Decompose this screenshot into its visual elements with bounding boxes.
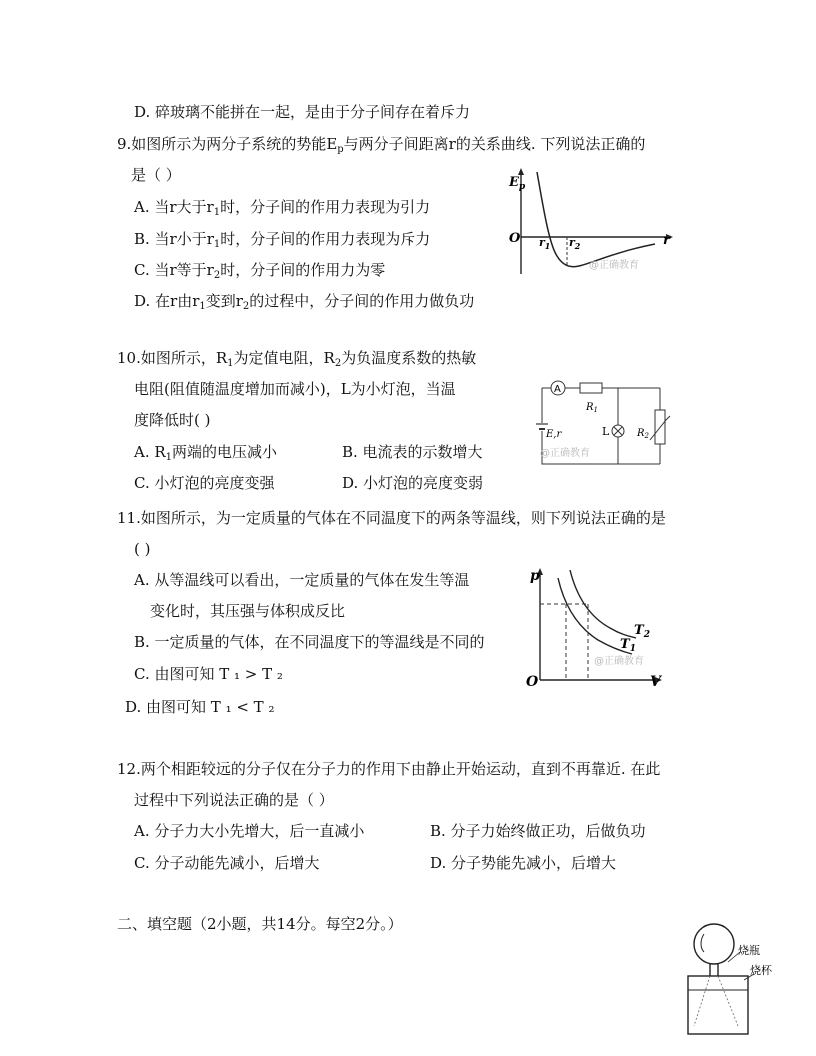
- r1-resistor: [580, 383, 602, 393]
- isotherm-t2: [570, 570, 636, 638]
- q12-option-b: B. 分子力始终做正功，后做负功: [430, 822, 646, 840]
- q11-option-b: B. 一定质量的气体，在不同温度下的等温线是不同的: [134, 633, 485, 651]
- flask-label: 烧瓶: [738, 944, 760, 957]
- q12-stem-line2: 过程中下列说法正确的是（ ）: [134, 791, 334, 809]
- t2-label: $T_2$: [634, 623, 650, 640]
- q9-stem-line1: 9.如图所示为两分子系统的势能$E_p$与两分子间距离r的关系曲线. 下列说法正确的: [117, 135, 646, 155]
- origin-label: O: [509, 231, 521, 246]
- q9-option-b: B. 当r小于$r_1$时，分子间的作用力表现为斥力: [134, 230, 431, 250]
- q12-option-a: A. 分子力大小先增大，后一直减小: [134, 822, 365, 840]
- q10-option-c: C. 小灯泡的亮度变强: [134, 474, 275, 492]
- flask-neck: [710, 963, 718, 976]
- q11-stem-line2: ( ): [134, 540, 151, 558]
- q11-isotherm-graph: [524, 564, 672, 688]
- r2-label: $R_2$: [637, 428, 649, 440]
- r-label: r: [663, 233, 670, 248]
- q10-stem-line3: 度降低时( ): [134, 411, 211, 429]
- ep-label: $E_p$: [509, 175, 526, 192]
- q9-potential-energy-graph: [505, 166, 675, 278]
- lamp-label: L: [602, 425, 610, 438]
- q10-option-b: B. 电流表的示数增大: [342, 443, 483, 461]
- q8-option-d: D. 碎玻璃不能拼在一起，是由于分子间存在着斥力: [134, 103, 471, 121]
- beaker: [688, 976, 748, 1034]
- section2-title: 二、填空题（2小题，共14分。每空2分。）: [117, 915, 403, 933]
- q9-option-c: C. 当r等于$r_2$时，分子间的作用力为零: [134, 261, 386, 281]
- q9-option-d: D. 在r由$r_1$变到$r_2$的过程中，分子间的作用力做负功: [134, 292, 475, 312]
- p-label: p: [530, 568, 540, 584]
- r1-label: $R_1$: [586, 402, 598, 414]
- q10-option-a: A. $R_1$两端的电压减小: [134, 443, 278, 463]
- q12-option-d: D. 分子势能先减小，后增大: [430, 854, 617, 872]
- q10-option-d: D. 小灯泡的亮度变弱: [342, 474, 484, 492]
- q10-stem-line1: 10.如图所示，$R_1$为定值电阻，$R_2$为负温度系数的热敏: [117, 349, 477, 369]
- q10-stem-line2: 电阻(阻值随温度增加而减小)，L为小灯泡，当温: [134, 380, 456, 398]
- q11-stem-line1: 11.如图所示，为一定质量的气体在不同温度下的两条等温线，则下列说法正确的是: [117, 509, 666, 527]
- q10-circuit-diagram: [528, 374, 678, 474]
- ep-curve: [537, 172, 655, 267]
- r2-label: $r_2$: [569, 236, 581, 251]
- ep-axis-arrow: [518, 168, 524, 175]
- q11-option-a-line1: A. 从等温线可以看出，一定质量的气体在发生等温: [134, 571, 470, 589]
- t1-label: $T_1$: [620, 637, 636, 654]
- flask-bulb: [694, 924, 734, 964]
- flask-beaker-figure: [684, 918, 780, 1038]
- q9-option-a: A. 当r大于$r_1$时，分子间的作用力表现为引力: [134, 198, 431, 218]
- q11-option-d: D. 由图可知 T ₁ < T ₂: [125, 698, 275, 716]
- source-label: E,r: [546, 429, 562, 440]
- watermark: @正确教育: [540, 448, 590, 459]
- watermark: @正确教育: [594, 656, 644, 667]
- beaker-label: 烧杯: [750, 964, 772, 977]
- q11-option-a-line2: 变化时，其压强与体积成反比: [150, 602, 346, 620]
- ammeter-label: A: [554, 384, 561, 395]
- watermark: @正确教育: [589, 260, 639, 271]
- r1-label: $r_1$: [539, 236, 551, 251]
- origin-label: O: [526, 674, 539, 688]
- q9-stem-line2: 是（ ）: [131, 166, 181, 184]
- v-label: V: [650, 674, 661, 688]
- q11-option-c: C. 由图可知 T ₁ > T ₂: [134, 665, 283, 683]
- q12-stem-line1: 12.两个相距较远的分子仅在分子力的作用下由静止开始运动，直到不再靠近. 在此: [117, 760, 661, 778]
- q12-option-c: C. 分子动能先减小，后增大: [134, 854, 320, 872]
